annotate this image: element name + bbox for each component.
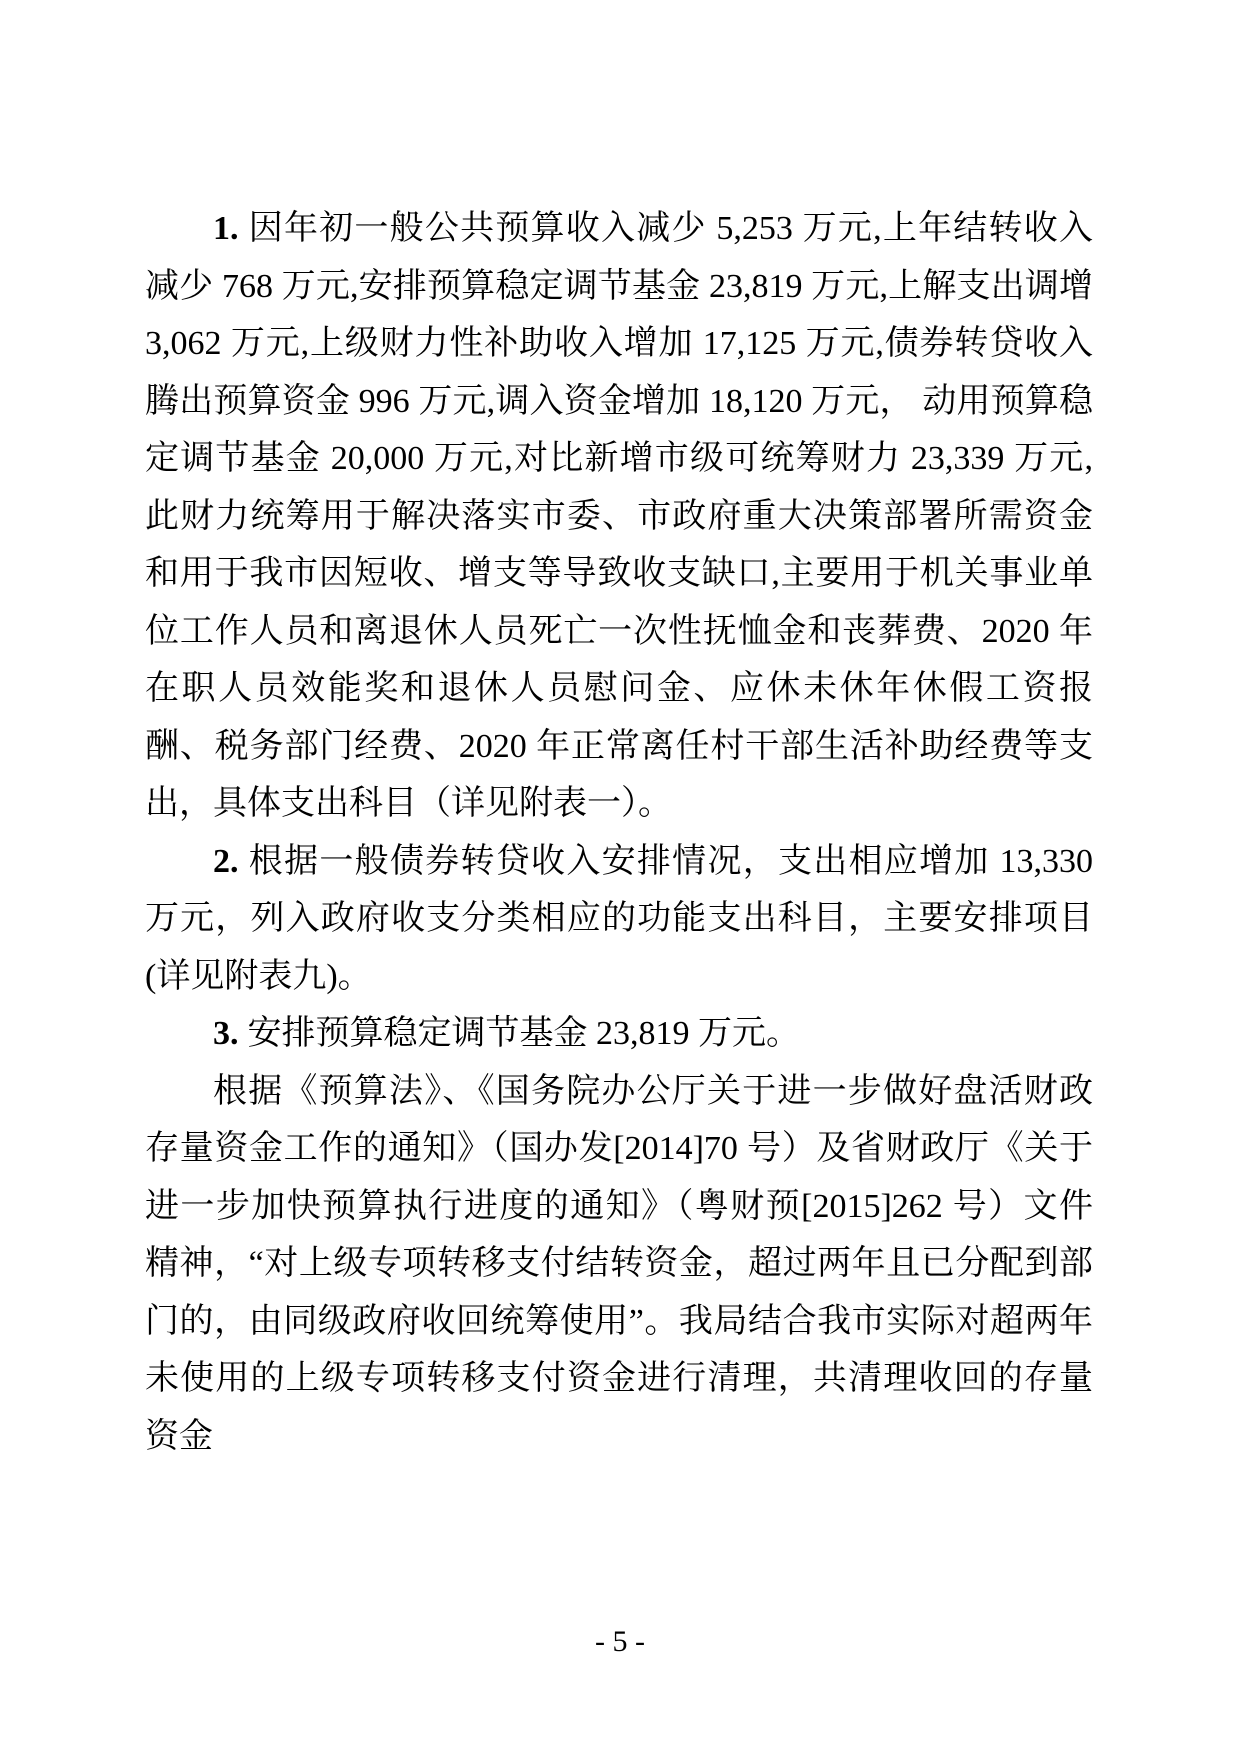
paragraph-3-marker: 3.	[213, 1015, 239, 1052]
paragraph-1-text: 因年初一般公共预算收入减少 5,253 万元,上年结转收入减少 768 万元,安排预算稳定调节基金 23,819 万元,上解支出调增 3,062 万元,上级财力性补助收入增加 17,125 万元,债券转贷收入腾出预算资金 996 万元,调入资金增加 18,120 万元， 动用预算稳定调节基金 20,000 万元,对比新增市级可统筹财力 23,339 万元,此财力统筹用于解决落实市委、市政府重大决策部署所需资金和用于我市因短收、增支等导致收支缺口,主要用于机关事业单位工作人员和离退休人员死亡一次性抚恤金和丧葬费、2020 年在职人员效能奖和退休人员慰问金、应休未休年休假工资报酬、税务部门经费、2020 年正常离任村干部生活补助经费等支出，具体支出科目（详见附表一）。	[145, 210, 1093, 822]
paragraph-citation	[145, 1063, 1093, 1466]
paragraph-item-2	[145, 833, 1093, 1006]
paragraph-2-text: 根据一般债券转贷收入安排情况，支出相应增加 13,330 万元，列入政府收支分类相应的功能支出科目，主要安排项目(详见附表九)。	[145, 842, 1093, 995]
paragraph-4-text: 根据《预算法》、《国务院办公厅关于进一步做好盘活财政存量资金工作的通知》（国办发[2014]70 号）及省财政厅《关于进一步加快预算执行进度的通知》（粤财预[2015]262 号）文件精神，“对上级专项转移支付结转资金，超过两年且已分配到部门的，由同级政府收回统筹使用”。我局结合我市实际对超两年未使用的上级专项转移支付资金进行清理，共清理收回的存量资金	[145, 1072, 1093, 1455]
document-body	[145, 200, 1093, 1465]
paragraph-3-text: 安排预算稳定调节基金 23,819 万元。	[247, 1015, 800, 1052]
paragraph-item-1	[145, 200, 1093, 833]
paragraph-2-marker: 2.	[213, 842, 239, 880]
paragraph-item-3	[145, 1005, 1093, 1063]
page-number: - 5 -	[595, 1625, 645, 1658]
paragraph-1-marker: 1.	[213, 210, 239, 247]
